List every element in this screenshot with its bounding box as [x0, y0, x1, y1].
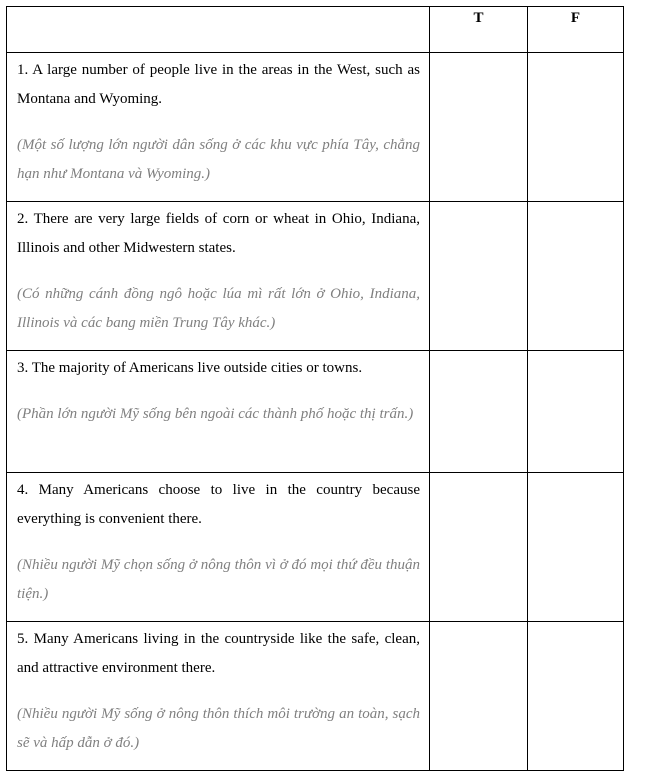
statement-row-3: [7, 351, 624, 473]
false-answer-cell[interactable]: [528, 202, 624, 351]
true-header: T: [430, 7, 528, 53]
statement-text: 2. There are very large fields of corn or wheat in Ohio, Indiana, Illinois and other Midwestern states.: [17, 211, 420, 256]
translation-text: (Một số lượng lớn người dân sống ở các khu vực phía Tây, chẳng hạn như Montana và Wyoming.): [17, 137, 420, 182]
translation-text: (Nhiều người Mỹ sống ở nông thôn thích môi trường an toàn, sạch sẽ và hấp dẫn ở đó.): [17, 706, 420, 751]
translation-text: (Có những cánh đồng ngô hoặc lúa mì rất lớn ở Ohio, Indiana, Illinois và các bang miền Trung Tây khác.): [17, 286, 420, 331]
true-answer-cell[interactable]: [430, 53, 528, 202]
statement-row-4: [7, 473, 624, 622]
true-answer-cell[interactable]: [430, 622, 528, 771]
statement-row-5: [7, 622, 624, 771]
false-answer-cell[interactable]: [528, 53, 624, 202]
translation-text: (Phần lớn người Mỹ sống bên ngoài các thành phố hoặc thị trấn.): [17, 406, 414, 422]
true-false-table: [6, 6, 624, 771]
true-answer-cell[interactable]: [430, 202, 528, 351]
statement-header: [7, 7, 430, 53]
statement-row-2: [7, 202, 624, 351]
true-answer-cell[interactable]: [430, 351, 528, 473]
statement-text: 5. Many Americans living in the countryside like the safe, clean, and attractive environment there.: [17, 631, 420, 676]
header-row: [7, 7, 624, 53]
statement-row-1: [7, 53, 624, 202]
statement-cell: [7, 202, 430, 351]
statement-text: 1. A large number of people live in the areas in the West, such as Montana and Wyoming.: [17, 62, 420, 107]
statement-cell: [7, 622, 430, 771]
false-answer-cell[interactable]: [528, 622, 624, 771]
statement-text: 3. The majority of Americans live outside cities or towns.: [17, 360, 363, 376]
statement-cell: [7, 53, 430, 202]
statement-text: 4. Many Americans choose to live in the country because everything is convenient there.: [17, 482, 420, 527]
false-header: F: [528, 7, 624, 53]
statement-cell: [7, 473, 430, 622]
false-answer-cell[interactable]: [528, 351, 624, 473]
false-answer-cell[interactable]: [528, 473, 624, 622]
true-answer-cell[interactable]: [430, 473, 528, 622]
translation-text: (Nhiều người Mỹ chọn sống ở nông thôn vì ở đó mọi thứ đều thuận tiện.): [17, 557, 420, 602]
statement-cell: [7, 351, 430, 473]
